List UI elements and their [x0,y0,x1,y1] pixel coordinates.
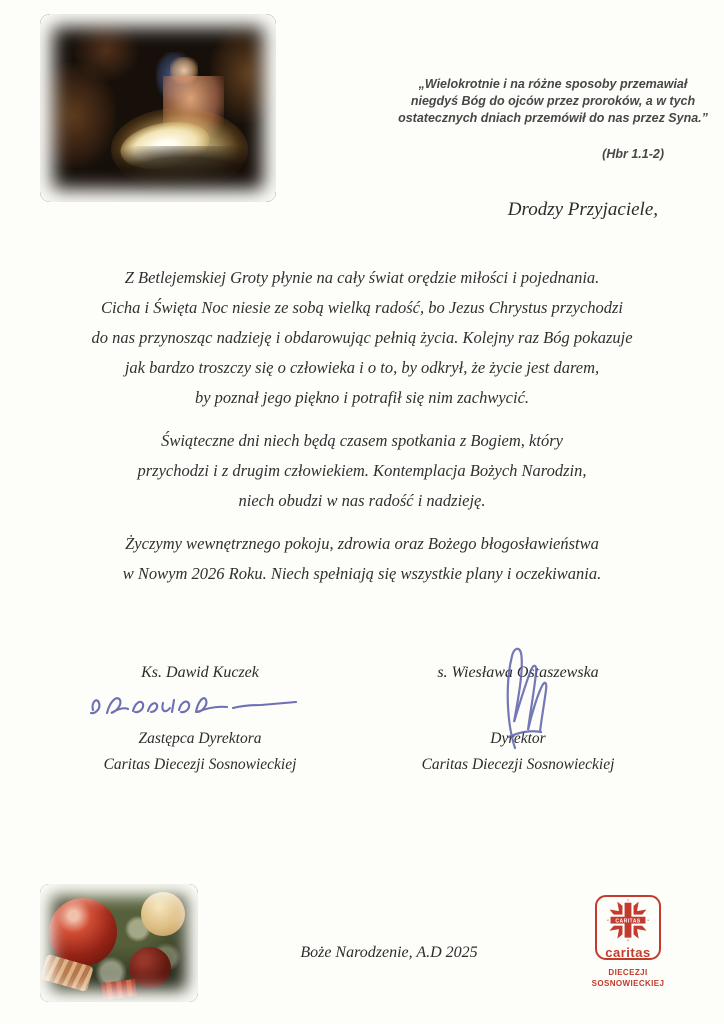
signer-title-left: Zastępca Dyrektora [138,730,262,747]
body-line: by poznał jego piękno i potrafił się nim zachwycić. [194,388,530,407]
scripture-quote [386,76,720,127]
christmas-ornaments-image [40,884,198,1002]
ornaments-feather-edge [40,884,198,1002]
signer-organization-right: Caritas Diecezji Sosnowieckiej [421,756,615,773]
letter-paragraph-2 [0,426,724,516]
caritas-wordmark: caritas [605,945,651,960]
scripture-quote-line: niegdyś Bóg do ojców przez proroków, a w tych [410,94,696,108]
caritas-subtitle-line1: DIECEZJI [608,968,648,977]
body-line: niech obudzi w nas radość i nadzieję. [238,491,486,510]
caritas-logo [584,895,672,989]
letter-paragraph-1 [0,263,724,413]
body-line: Cicha i Święta Noc niesie ze sobą wielką radość, bo Jezus Chrystus przychodzi [101,298,623,317]
signer-name-left: Ks. Dawid Kuczek [141,664,259,681]
signature-block-left [75,662,325,776]
signature-space-right [393,684,643,726]
handwritten-signature-ink [83,686,303,726]
caritas-subtitle [584,967,672,989]
footer-date: Boże Narodzenie, A.D 2025 [300,944,478,961]
caritas-logo-box [595,895,661,960]
signature-block-right [393,662,643,776]
scripture-quote-line: ostatecznych dniach przemówił do nas przez Syna.” [398,111,708,125]
body-line: przychodzi i z drugim człowiekiem. Kontemplacja Bożych Narodzin, [137,461,587,480]
body-line: jak bardzo troszczy się o człowieka i o to, by odkrył, że życie jest darem, [124,358,600,377]
nativity-feather-edge [40,14,276,202]
body-line: w Nowym 2026 Roku. Niech spełniają się wszystkie plany i oczekiwania. [122,564,602,583]
letter-paragraph-3 [0,529,724,589]
handwritten-signature-left [75,684,325,726]
caritas-subtitle-line2: SOSNOWIECKIEJ [591,979,665,989]
scripture-quote-line: „Wielokrotnie i na różne sposoby przemawiał [418,77,688,91]
salutation: Drodzy Przyjaciele, [507,199,658,220]
body-line: Z Betlejemskiej Groty płynie na cały świat orędzie miłości i pojednania. [124,268,600,287]
nativity-painting-image [40,14,276,202]
signer-name-right: s. Wiesława Ostaszewska [437,664,599,681]
letter-body [0,263,724,602]
body-line: Świąteczne dni niech będą czasem spotkania z Bogiem, który [161,431,563,450]
signer-title-right: Dyrektor [490,730,546,747]
signer-organization-left: Caritas Diecezji Sosnowieckiej [103,756,297,773]
caritas-cross-icon [600,898,656,944]
body-line: do nas przynosząc nadzieję i obdarowując pełnią życia. Kolejny raz Bóg pokazuje [91,328,633,347]
scripture-reference: (Hbr 1.1-2) [602,147,664,161]
body-line: Życzymy wewnętrznego pokoju, zdrowia oraz Bożego błogosławieństwa [125,534,599,553]
caritas-cross-text: CARITAS [615,918,641,925]
